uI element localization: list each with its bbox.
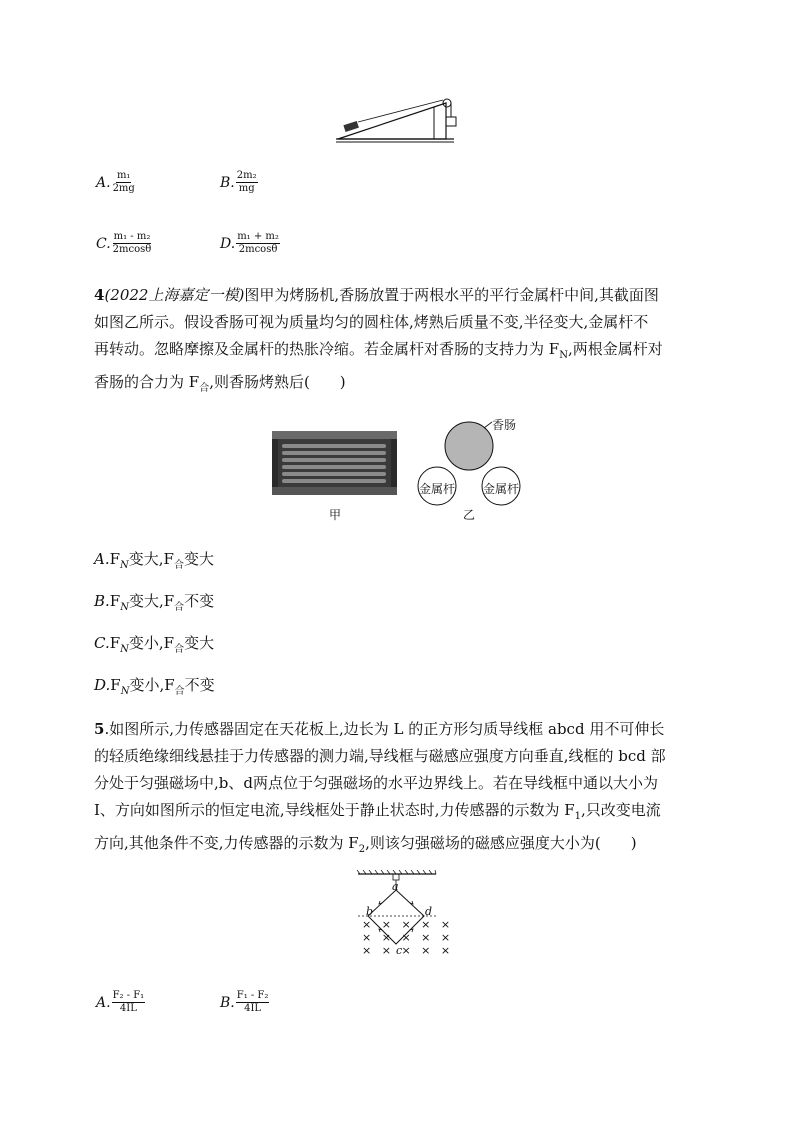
- label-a: a: [392, 880, 399, 893]
- q4-question: 4(2022上海嘉定一模)图甲为烤肠机,香肠放置于两根水平的平行金属杆中间,其截面图 如图乙所示。假设香肠可视为质量均匀的圆柱体,烤熟后质量不变,半径变大,金属杆不 再转动。忽略摩擦及金属杆的热胀冷缩。若金属杆对香肠的支持力为 $F_N$,两根金属杆对 香肠的合力为 $F_合$,则香肠烤熟后( ): [94, 286, 663, 394]
- q4-option-d: $D.F_N$变小$,F_合$不变: [94, 676, 215, 697]
- q4-option-b: $B.F_N$变大$,F_合$不变: [94, 592, 215, 613]
- figure-caption-yi: 乙: [463, 508, 476, 522]
- q4-option-c: $C.F_N$变小$,F_合$变大: [94, 634, 215, 655]
- q3-option-d: D. $\frac{\text{m₁ + m₂}}{2mcos\theta}$: [220, 231, 279, 255]
- label-d: d: [425, 905, 433, 918]
- label-rod-left: 金属杆: [419, 482, 456, 496]
- label-c: c: [396, 944, 403, 957]
- q4-option-a: $A.F_N$变大$,F_合$变大: [94, 550, 214, 571]
- figure-caption-jia: 甲: [329, 508, 342, 522]
- label-sausage: 香肠: [492, 418, 517, 432]
- label-b: b: [366, 905, 374, 918]
- q3-option-c: C. $\frac{\text{m₁ - m₂}}{2mcos\theta}$: [96, 231, 152, 255]
- q5-option-b: B. $\frac{\text{F₁ - F₂}}{4IL}$: [220, 990, 269, 1014]
- q3-option-b: B. $\frac{\text{2m₂}}{mg}$: [220, 170, 257, 194]
- q5-question: 5.如图所示,力传感器固定在天花板上,边长为 L 的正方形匀质导线框 abcd 用不可伸长 的轻质绝缘细线悬挂于力传感器的测力端,导线框与磁感应强度方向垂直,线框的 bcd 部 分处于匀强磁场中,b、d两点位于匀强磁场的水平边界线上。若在导线框中通以大小为 I、方向如图所示的恒定电流,导线框处于静止状态时,力传感器的示数为 $F_1$,只改变电流 方向,其他条件不变,力传感器的示数为 $F_2$,则该匀强磁场的磁感应强度大小为( ): [94, 720, 666, 855]
- field-crosses: × × × × × × × × × × × × × × ×: [362, 918, 451, 957]
- q3-option-a: A. $\frac{\text{m₁}}{2mg}$: [96, 170, 135, 194]
- incline-pulley-figure: [334, 95, 464, 145]
- grill-photo: [272, 431, 397, 495]
- label-rod-right: 金属杆: [483, 482, 520, 496]
- q5-option-a: A. $\frac{\text{F₂ - F₁}}{4IL}$: [96, 990, 145, 1014]
